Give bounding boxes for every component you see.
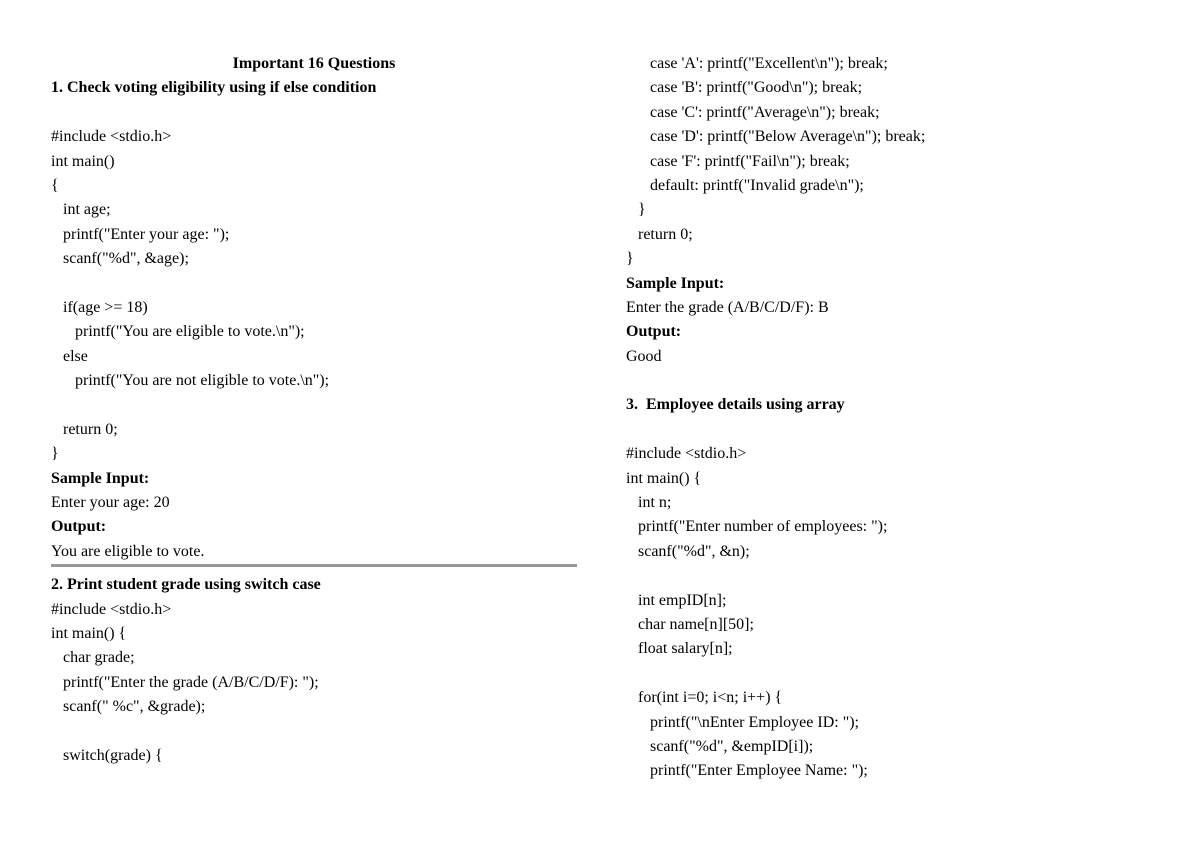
code-line: int main() xyxy=(51,152,115,170)
code-line: float salary[n]; xyxy=(626,640,733,658)
code-line: switch(grade) { xyxy=(51,746,163,764)
code-line: case 'C': printf("Average\n"); break; xyxy=(626,103,880,121)
code-line: { xyxy=(51,176,59,194)
code-line: case 'B': printf("Good\n"); break; xyxy=(626,79,863,97)
code-line: #include <stdio.h> xyxy=(51,600,172,618)
code-line xyxy=(51,720,577,744)
q1-output-label: Output: xyxy=(51,518,107,536)
left-column xyxy=(51,52,577,768)
q2-code-block-left xyxy=(51,598,577,769)
page-heading: Important 16 Questions xyxy=(232,55,396,72)
q1-sample-input-label: Sample Input: xyxy=(51,469,150,487)
code-line: int n; xyxy=(626,494,672,512)
q2-sample-input-label: Sample Input: xyxy=(626,274,725,292)
code-line xyxy=(51,101,577,125)
code-line: default: printf("Invalid grade\n"); xyxy=(626,176,864,194)
code-line xyxy=(626,662,1186,686)
q3-code-block xyxy=(626,418,1186,784)
code-line: char grade; xyxy=(51,649,135,667)
q2-output: Good xyxy=(626,347,662,365)
code-line: return 0; xyxy=(626,225,693,243)
code-line: printf("Enter the grade (A/B/C/D/F): "); xyxy=(51,673,319,691)
code-line: } xyxy=(51,445,59,463)
code-line: else xyxy=(51,347,88,365)
code-line: scanf("%d", &empID[i]); xyxy=(626,737,814,755)
q1-sample-input: Enter your age: 20 xyxy=(51,494,170,512)
code-line: printf("Enter your age: "); xyxy=(51,225,230,243)
code-line: #include <stdio.h> xyxy=(51,128,172,146)
q3-title: 3. Employee details using array xyxy=(626,396,845,414)
code-line xyxy=(626,418,1186,442)
code-line: int empID[n]; xyxy=(626,591,727,609)
code-line: scanf(" %c", &grade); xyxy=(51,698,206,716)
code-line xyxy=(51,393,577,417)
code-line: printf("Enter number of employees: "); xyxy=(626,518,888,536)
code-line: case 'A': printf("Excellent\n"); break; xyxy=(626,55,888,72)
code-line: for(int i=0; i<n; i++) { xyxy=(626,689,783,707)
q1-output: You are eligible to vote. xyxy=(51,542,205,560)
code-line: if(age >= 18) xyxy=(51,298,148,316)
right-column xyxy=(626,52,1186,784)
blank-line xyxy=(626,369,1186,393)
code-line: printf("You are eligible to vote.\n"); xyxy=(51,323,305,341)
q2-title: 2. Print student grade using switch case xyxy=(51,576,321,594)
code-line: printf("\nEnter Employee ID: "); xyxy=(626,713,859,731)
code-line: #include <stdio.h> xyxy=(626,445,747,463)
code-line: return 0; xyxy=(51,420,118,438)
code-line xyxy=(626,564,1186,588)
code-line: int age; xyxy=(51,201,111,219)
code-line: int main() { xyxy=(626,469,702,487)
q1-title: 1. Check voting eligibility using if else condition xyxy=(51,79,377,97)
code-line: } xyxy=(626,250,634,268)
code-line: scanf("%d", &n); xyxy=(626,542,750,560)
code-line: case 'F': printf("Fail\n"); break; xyxy=(626,152,850,170)
code-line xyxy=(51,272,577,296)
code-line: printf("You are not eligible to vote.\n"); xyxy=(51,372,330,390)
q2-code-block-right xyxy=(626,52,1186,272)
code-line: int main() { xyxy=(51,624,127,642)
code-line: scanf("%d", &age); xyxy=(51,250,189,268)
code-line: printf("Enter Employee Name: "); xyxy=(626,762,868,780)
q2-output-label: Output: xyxy=(626,323,682,341)
code-line: } xyxy=(626,201,646,219)
code-line: case 'D': printf("Below Average\n"); break; xyxy=(626,128,926,146)
q1-code-block xyxy=(51,101,577,467)
q2-sample-input: Enter the grade (A/B/C/D/F): B xyxy=(626,298,829,316)
code-line: char name[n][50]; xyxy=(626,615,754,633)
